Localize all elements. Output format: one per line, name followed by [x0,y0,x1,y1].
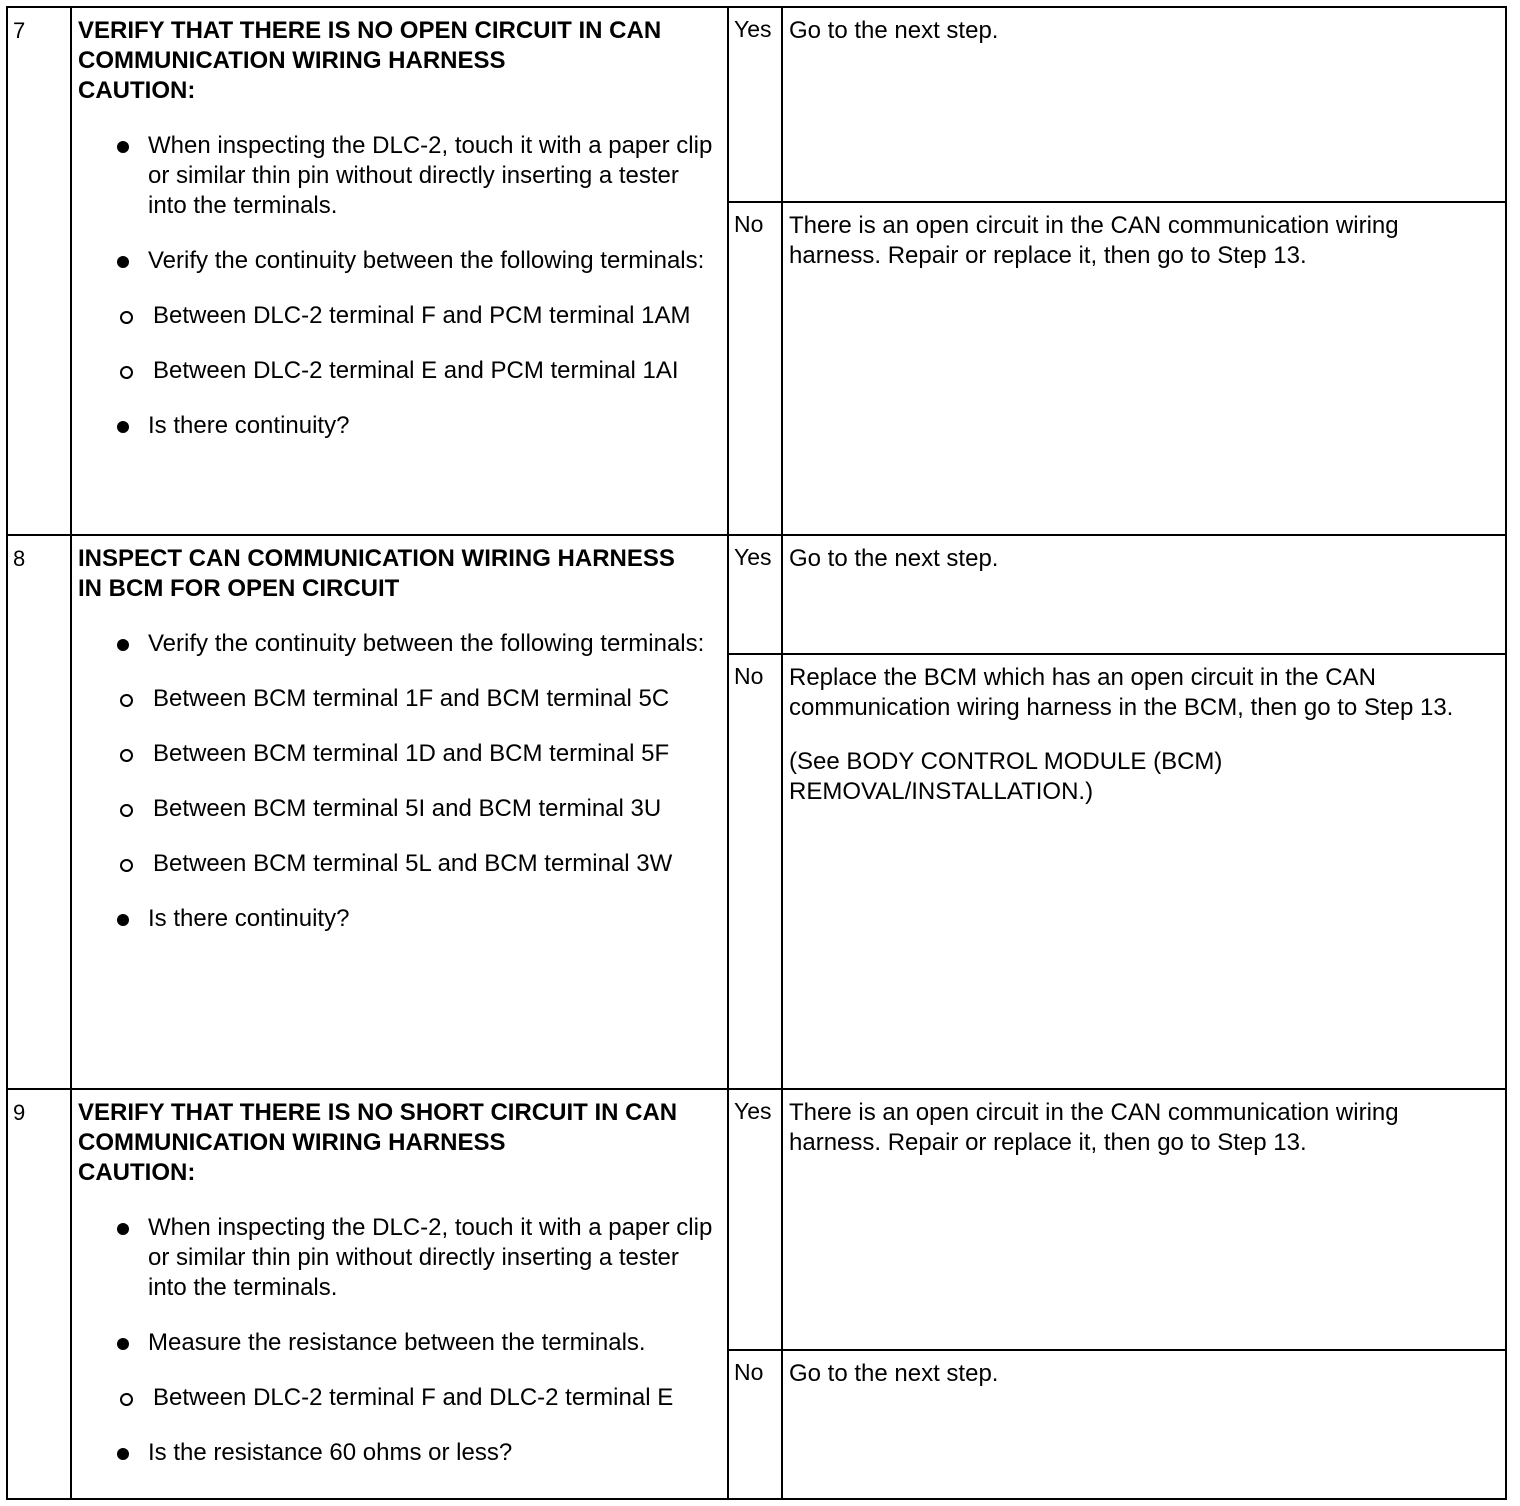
terminal-list [153,301,717,386]
yes-label: Yes [729,536,783,653]
step-heading-line-1: INSPECT CAN COMMUNICATION WIRING HARNESS [78,545,675,572]
terminal-item: Between DLC-2 terminal F and DLC-2 terminal E [153,1383,717,1413]
question: Is there continuity? [148,411,717,441]
terminal-list [153,684,717,879]
step-heading-line-2: COMMUNICATION WIRING HARNESS [78,47,506,74]
question-list [148,1438,717,1468]
yes-action-text: Go to the next step. [789,17,999,44]
results-cell [729,536,1505,1088]
yes-result [729,536,1505,653]
caution-label: CAUTION: [78,1159,196,1186]
step-number: 7 [8,8,72,534]
list-item: Measure the resistance between the terminals. [148,1328,717,1358]
terminal-item: Between DLC-2 terminal F and PCM terminal 1AM [153,301,717,331]
yes-label: Yes [729,8,783,201]
no-action-text: Replace the BCM which has an open circuit in the CAN communication wiring harness in the BCM, then go to Step 13. [789,664,1454,721]
inspection-cell [72,536,729,1088]
terminal-item: Between DLC-2 terminal E and PCM terminal 1AI [153,356,717,386]
yes-action [783,1090,1505,1182]
question: Is the resistance 60 ohms or less? [148,1438,717,1468]
troubleshooting-table [6,6,1507,1500]
terminal-item: Between BCM terminal 1D and BCM terminal 5F [153,739,717,769]
yes-action [783,8,1505,70]
no-action-text: Go to the next step. [789,1360,999,1387]
table-row-step-7 [8,8,1505,534]
caution-label: CAUTION: [78,77,196,104]
list-item: Verify the continuity between the following terminals: [148,246,717,276]
no-action [783,203,1505,295]
yes-result [729,1090,1505,1349]
table-row-step-8 [8,534,1505,1088]
see-reference-note: (See BODY CONTROL MODULE (BCM) REMOVAL/INSTALLATION.) [789,748,1223,805]
no-label: No [729,655,783,1088]
terminal-item: Between BCM terminal 1F and BCM terminal 5C [153,684,717,714]
question-list [148,904,717,934]
inspection-list [148,131,717,276]
terminal-item: Between BCM terminal 5L and BCM terminal 3W [153,849,717,879]
results-cell [729,8,1505,534]
question: Is there continuity? [148,904,717,934]
no-action [783,655,1505,831]
step-heading-line-1: VERIFY THAT THERE IS NO OPEN CIRCUIT IN CAN [78,17,662,44]
yes-label: Yes [729,1090,783,1349]
question-list [148,411,717,441]
terminal-item: Between BCM terminal 5I and BCM terminal 3U [153,794,717,824]
inspection-cell [72,8,729,534]
step-heading-line-2: COMMUNICATION WIRING HARNESS [78,1129,506,1156]
no-result [729,201,1505,534]
inspection-list [148,629,717,659]
results-cell [729,1090,1505,1498]
step-heading-line-1: VERIFY THAT THERE IS NO SHORT CIRCUIT IN CAN [78,1099,678,1126]
step-heading-line-2: IN BCM FOR OPEN CIRCUIT [78,575,400,602]
no-label: No [729,203,783,534]
list-item: When inspecting the DLC-2, touch it with a paper clip or similar thin pin without directly inserting a tester into the terminals. [148,1213,717,1303]
no-label: No [729,1351,783,1498]
yes-action-text: Go to the next step. [789,545,999,572]
table-row-step-9 [8,1088,1505,1498]
inspection-cell [72,1090,729,1498]
list-item: Verify the continuity between the following terminals: [148,629,717,659]
list-item: When inspecting the DLC-2, touch it with a paper clip or similar thin pin without directly inserting a tester into the terminals. [148,131,717,221]
no-result [729,1349,1505,1498]
step-number: 8 [8,536,72,1088]
step-number: 9 [8,1090,72,1498]
yes-action [783,536,1505,598]
no-action [783,1351,1505,1413]
no-action-text: There is an open circuit in the CAN communication wiring harness. Repair or replace it, then go to Step 13. [789,212,1399,269]
no-result [729,653,1505,1088]
terminal-list [153,1383,717,1413]
yes-result [729,8,1505,201]
yes-action-text: There is an open circuit in the CAN communication wiring harness. Repair or replace it, then go to Step 13. [789,1099,1399,1156]
inspection-list [148,1213,717,1358]
